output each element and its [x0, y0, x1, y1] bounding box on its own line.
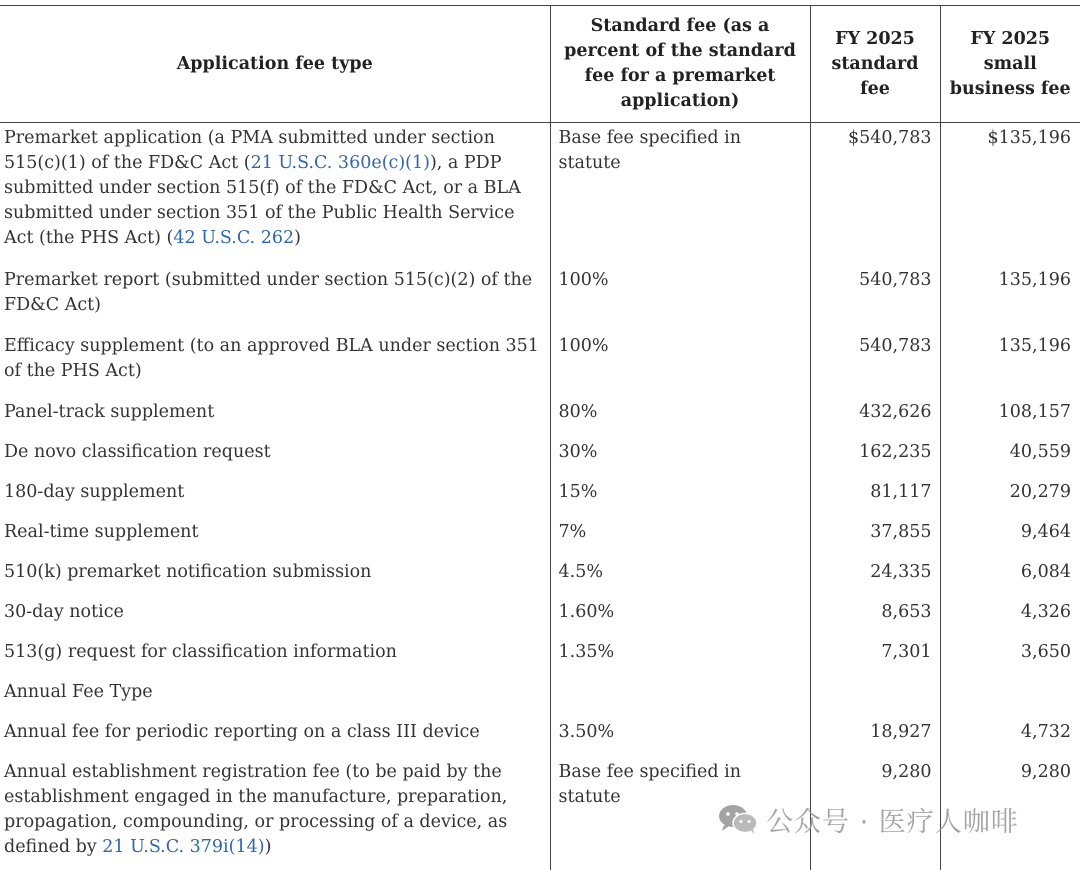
fee-type-text: Annual establishment registration fee (to be paid by the establishment engaged in the manufacture, preparation, propagation, compounding, or processing of a device, as defined by [4, 762, 507, 857]
standard-fee-cell: 8,653 [810, 597, 940, 637]
header-application-fee-type: Application fee type [0, 6, 550, 123]
standard-fee-cell: 81,117 [810, 477, 940, 517]
header-row [0, 6, 1080, 123]
small-business-fee-cell: 4,326 [940, 597, 1080, 637]
percent-cell: 1.35% [550, 637, 810, 677]
fee-type-cell: 180-day supplement [0, 477, 550, 517]
standard-fee-cell: 540,783 [810, 265, 940, 331]
small-business-fee-cell: 3,650 [940, 637, 1080, 677]
small-business-fee-cell: 6,084 [940, 557, 1080, 597]
fee-table [0, 5, 1080, 870]
statute-link-42usc262[interactable]: 42 U.S.C. 262 [173, 228, 294, 248]
standard-fee-cell: 9,280 [810, 757, 940, 870]
fee-type-cell [0, 123, 550, 266]
percent-cell: 100% [550, 331, 810, 397]
table-row-premarket-application [0, 123, 1080, 266]
table-row-real-time-supplement [0, 517, 1080, 557]
small-business-fee-cell: 135,196 [940, 265, 1080, 331]
percent-cell: 4.5% [550, 557, 810, 597]
small-business-fee-cell: 20,279 [940, 477, 1080, 517]
percent-cell: 3.50% [550, 717, 810, 757]
percent-cell: 1.60% [550, 597, 810, 637]
standard-fee-cell: 432,626 [810, 397, 940, 437]
small-business-fee-cell: 9,464 [940, 517, 1080, 557]
table-row-de-novo-request [0, 437, 1080, 477]
header-fy2025-standard-fee: FY 2025 standard fee [810, 6, 940, 123]
table-row-513g-request [0, 637, 1080, 677]
standard-fee-cell: 24,335 [810, 557, 940, 597]
small-business-fee-cell: 40,559 [940, 437, 1080, 477]
fee-type-cell: Real-time supplement [0, 517, 550, 557]
fee-type-cell: 30-day notice [0, 597, 550, 637]
statute-link-21usc360e[interactable]: 21 U.S.C. 360e(c)(1) [251, 153, 430, 173]
small-business-fee-cell: 9,280 [940, 757, 1080, 870]
table-row-panel-track-supplement [0, 397, 1080, 437]
fee-type-text: Premarket application (a PMA submitted under section 515(c)(1) of the FD&C Act ( [4, 128, 495, 173]
small-business-fee-cell [940, 677, 1080, 717]
standard-fee-cell: 540,783 [810, 331, 940, 397]
table-row-30-day-notice [0, 597, 1080, 637]
statute-link-21usc379i[interactable]: 21 U.S.C. 379i(14) [102, 837, 264, 857]
table-row-annual-fee-type-header [0, 677, 1080, 717]
section-heading-annual-fee-type: Annual Fee Type [0, 677, 550, 717]
small-business-fee-cell: 108,157 [940, 397, 1080, 437]
table-row-180-day-supplement [0, 477, 1080, 517]
fee-type-text: ) [265, 837, 272, 857]
small-business-fee-cell: 4,732 [940, 717, 1080, 757]
fee-type-cell: Premarket report (submitted under section 515(c)(2) of the FD&C Act) [0, 265, 550, 331]
table-row-efficacy-supplement [0, 331, 1080, 397]
table-row-510k-submission [0, 557, 1080, 597]
small-business-fee-cell: $135,196 [940, 123, 1080, 266]
fee-type-text: ), a PDP submitted under section 515(f) of the FD&C Act, or a BLA submitted under section 351 of the Public Health Service Act (the PHS Act) ( [4, 153, 521, 248]
percent-cell: Base fee specified in statute [550, 757, 810, 870]
percent-cell [550, 677, 810, 717]
percent-cell: 100% [550, 265, 810, 331]
small-business-fee-cell: 135,196 [940, 331, 1080, 397]
header-standard-fee-percent: Standard fee (as a percent of the standard fee for a premarket application) [550, 6, 810, 123]
standard-fee-cell: 18,927 [810, 717, 940, 757]
table-row-establishment-registration-fee [0, 757, 1080, 870]
fee-type-cell: Annual fee for periodic reporting on a class III device [0, 717, 550, 757]
fee-type-cell [0, 757, 550, 870]
fee-type-text: ) [294, 228, 301, 248]
fee-type-cell: 510(k) premarket notification submission [0, 557, 550, 597]
table-body [0, 123, 1080, 870]
standard-fee-cell: 162,235 [810, 437, 940, 477]
fee-type-cell: De novo classification request [0, 437, 550, 477]
standard-fee-cell: 7,301 [810, 637, 940, 677]
percent-cell: 80% [550, 397, 810, 437]
table-row-premarket-report [0, 265, 1080, 331]
table-header [0, 6, 1080, 123]
standard-fee-cell: $540,783 [810, 123, 940, 266]
fee-type-cell: 513(g) request for classification information [0, 637, 550, 677]
watermark-text: 公众号 · 医疗人咖啡 [766, 800, 1019, 839]
fee-type-cell: Efficacy supplement (to an approved BLA under section 351 of the PHS Act) [0, 331, 550, 397]
percent-cell: 7% [550, 517, 810, 557]
standard-fee-cell [810, 677, 940, 717]
standard-fee-cell: 37,855 [810, 517, 940, 557]
percent-cell: 15% [550, 477, 810, 517]
table-row-class-iii-annual-fee [0, 717, 1080, 757]
percent-cell: Base fee specified in statute [550, 123, 810, 266]
header-fy2025-small-business-fee: FY 2025 small business fee [940, 6, 1080, 123]
fee-type-cell: Panel-track supplement [0, 397, 550, 437]
percent-cell: 30% [550, 437, 810, 477]
